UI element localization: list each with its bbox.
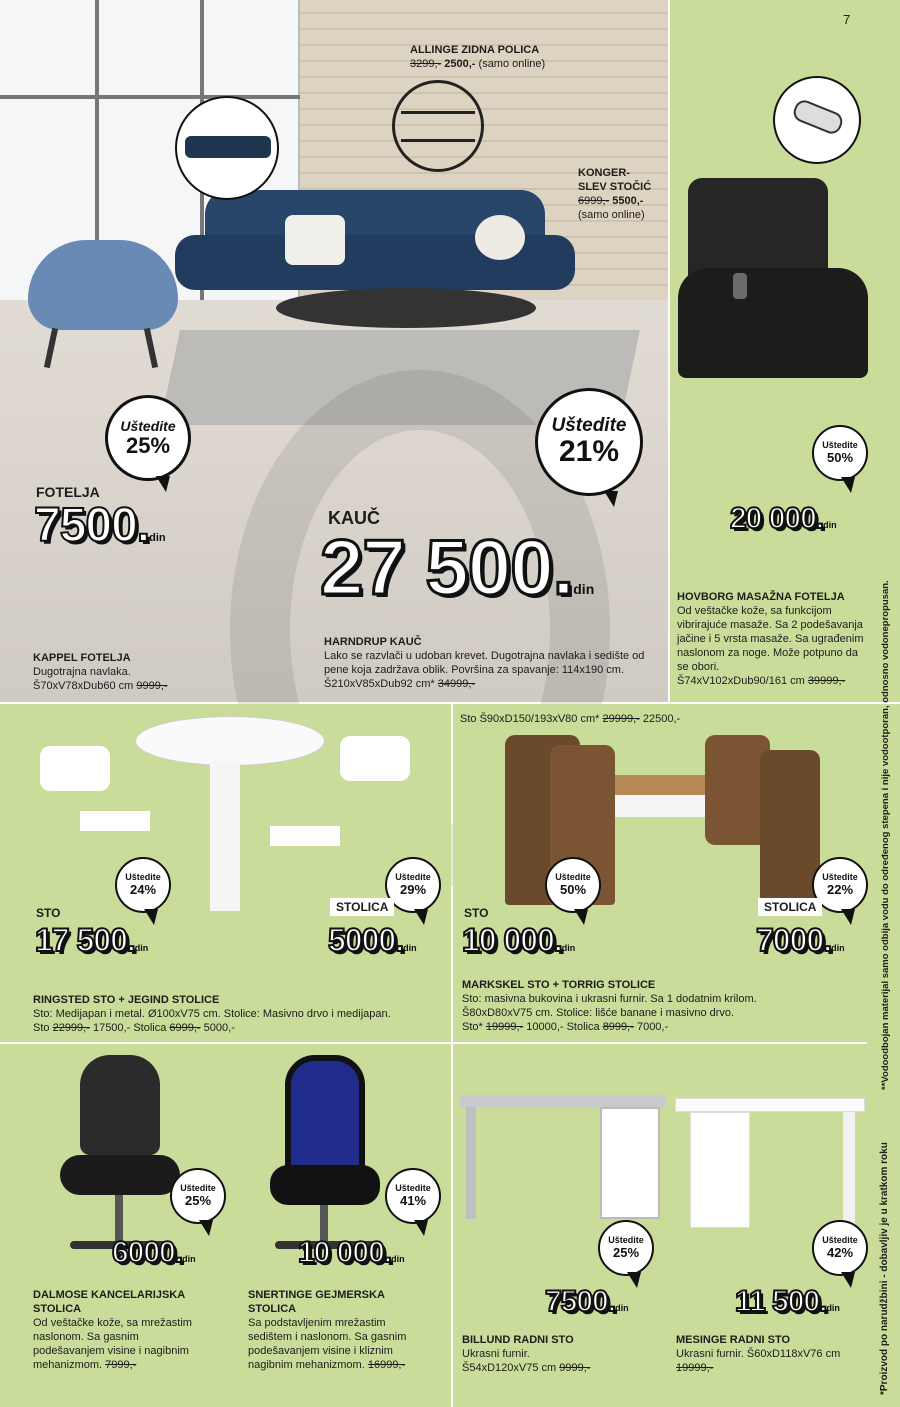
side-table-title-2: SLEV STOČIĆ <box>578 181 652 193</box>
chair-title: KAPPEL FOTELJA <box>33 652 131 664</box>
page-number: 7 <box>843 12 851 27</box>
wall-shelf-image <box>392 80 484 172</box>
chair-dims: Š70xV78xDub60 cm <box>33 680 134 692</box>
gaming-chair-image <box>270 1055 400 1265</box>
ringsted-table-label: STO <box>36 906 61 920</box>
markskel-table-label: STO <box>464 906 489 920</box>
shelf-new-price: 2500,- <box>444 58 476 70</box>
snertinge-price: 10 000.din <box>298 1236 405 1269</box>
dalmose-old-price: 7999,- <box>105 1359 137 1371</box>
markskel-desc: Sto: masivna bukovina i ukrasni furnir. Sa 1 dodatnim krilom. Š80xD80xV75 cm. Stolice: lišće banane i masivno drvo. <box>462 993 757 1019</box>
snertinge-title-2: STOLICA <box>248 1303 297 1315</box>
mesinge-old-price: 19999,- <box>676 1362 714 1374</box>
recliner-price: 20 000.din <box>730 502 837 535</box>
billund-desk-image <box>460 1095 665 1225</box>
office-chair-image <box>60 1055 190 1265</box>
shelf-note: (samo online) <box>478 58 546 70</box>
chair-price: 7500.din <box>34 499 166 552</box>
sofa-dims: Š210xV85xDub92 cm* <box>324 678 435 690</box>
shelf-title: ALLINGE ZIDNA POLICA <box>410 44 540 56</box>
mesinge-info <box>676 1333 856 1375</box>
dalmose-title-1: DALMOSE KANCELARIJSKA <box>33 1289 186 1301</box>
markskel-chair-label: STOLICA <box>758 898 822 916</box>
sofa-label: KAUČ <box>328 508 380 528</box>
savings-badge-billund: Uštedite 25% <box>598 1220 654 1276</box>
ringsted-chair-label: STOLICA <box>330 898 394 916</box>
ringsted-info: RINGSTED STO + JEGIND STOLICE Sto: Medijapan i metal. Ø100xV75 cm. Stolice: Masivno drvo i medijapan. Sto 22999,- 17500,- Stolica 6999,- 5000,- <box>33 993 443 1035</box>
savings-badge-dalmose: Uštedite 25% <box>170 1168 226 1224</box>
markskel-info: MARKSKEL STO + TORRIG STOLICE Sto: masivna bukovina i ukrasni furnir. Sa 1 dodatnim krilom. Š80xD80xV75 cm. Stolice: lišće banane i masivno drvo. Sto* 19999,- 10000,- Stolica 8999,- 7000,- <box>462 978 797 1034</box>
recliner-old-price: 39999,- <box>807 675 846 687</box>
mesinge-desc: Ukrasni furnir. Š60xD118xV76 cm <box>676 1348 841 1360</box>
snertinge-old-price: 16999,- <box>367 1359 406 1371</box>
shelf-old-price: 3299,- <box>410 58 442 70</box>
sofa-info <box>324 635 656 691</box>
savings-badge-chair: Uštedite 25% <box>105 395 191 481</box>
recliner-desc: Od veštačke kože, sa funkcijom vibrirajuće masaže. Sa 2 podešavanja jačine i 5 vrsta masaže. Sa ugrađenim naslonom za noge. Može potpuno da se obori. <box>677 605 864 673</box>
dalmose-info <box>33 1288 203 1372</box>
dalmose-desc: Od veštačke kože, sa mrežastim naslonom. Sa gasnim podešavanjem visine i nagibnim mehanizmom. <box>33 1317 192 1371</box>
billund-old-price: 9999,- <box>559 1362 591 1374</box>
billund-dims: Š54xD120xV75 cm <box>462 1362 557 1374</box>
side-table-new-price: 5500,- <box>612 195 644 207</box>
savings-badge-ringsted-table: Uštedite 24% <box>115 857 171 913</box>
markskel-title: MARKSKEL STO + TORRIG STOLICE <box>462 979 656 991</box>
ringsted-table-price: 17 500.din <box>35 922 149 958</box>
sofa-old-price: 34999,- <box>437 678 476 690</box>
ringsted-chair-price: 5000.din <box>328 922 417 958</box>
savings-badge-sofa: Uštedite 21% <box>535 388 643 496</box>
side-note-2: **Vodoodbojan materijal samo odbija vodu do određenog stepena i nije vodootporan, odnosno vodonepropusan. <box>880 580 891 1090</box>
markskel-top-line: Sto Š90xD150/193xV80 cm* 29999,- 22500,- <box>460 713 681 725</box>
savings-badge-ringsted-chair: Uštedite 29% <box>385 857 441 913</box>
armchair-image <box>28 240 178 370</box>
ringsted-set-image <box>40 716 420 916</box>
billund-price: 7500.din <box>545 1285 629 1318</box>
shelf-info <box>410 43 545 71</box>
dalmose-title-2: STOLICA <box>33 1303 82 1315</box>
dalmose-price: 6000.din <box>112 1236 196 1269</box>
chair-old-price: 9999,- <box>136 680 168 692</box>
savings-badge-recliner: Uštedite 50% <box>812 425 868 481</box>
sofa-title: HARNDRUP KAUČ <box>324 636 422 648</box>
ringsted-title: RINGSTED STO + JEGIND STOLICE <box>33 994 220 1006</box>
recliner-info <box>677 590 867 688</box>
chair-info <box>33 651 253 693</box>
savings-badge-markskel-table: Uštedite 50% <box>545 857 601 913</box>
markskel-table-price: 10 000.din <box>462 922 576 958</box>
coffee-table-image <box>276 288 536 328</box>
recliner-title: HOVBORG MASAŽNA FOTELJA <box>677 591 845 603</box>
billund-title: BILLUND RADNI STO <box>462 1334 574 1346</box>
chair-label: FOTELJA <box>36 484 100 500</box>
side-table-info <box>578 166 651 222</box>
side-table-old-price: 6999,- <box>578 195 610 207</box>
savings-badge-markskel-chair: Uštedite 22% <box>812 857 868 913</box>
sofa-bed-inset <box>175 96 279 200</box>
snertinge-info <box>248 1288 423 1372</box>
side-table-title-1: KONGER- <box>578 167 630 179</box>
snertinge-desc: Sa podstavljenim mrežastim sedištem i naslonom. Sa gasnim podešavanjem visine i kliznim nagibnim mehanizmom. <box>248 1317 407 1371</box>
side-note-1: *Proizvod po narudžbini - dobavljiv je u kratkom roku <box>879 1142 890 1395</box>
recliner-image <box>678 178 868 408</box>
mesinge-desk-image <box>675 1098 865 1230</box>
mesinge-price: 11 500.din <box>735 1285 840 1318</box>
side-table-note: (samo online) <box>578 209 645 221</box>
mesinge-title: MESINGE RADNI STO <box>676 1334 791 1346</box>
savings-badge-mesinge: Uštedite 42% <box>812 1220 868 1276</box>
snertinge-title-1: SNERTINGE GEJMERSKA <box>248 1289 385 1301</box>
savings-badge-snertinge: Uštedite 41% <box>385 1168 441 1224</box>
billund-info <box>462 1333 642 1375</box>
recliner-dims: Š74xV102xDub90/161 cm <box>677 675 805 687</box>
sofa-price: 27 500.din <box>320 523 595 611</box>
sofa-desc: Lako se razvlači u udoban krevet. Dugotrajna navlaka i sedište od pene koja zadržava oblik. Površina za spavanje: 114x190 cm. <box>324 650 645 676</box>
markskel-chair-price: 7000.din <box>756 922 845 958</box>
chair-desc: Dugotrajna navlaka. <box>33 666 131 678</box>
billund-desc: Ukrasni furnir. <box>462 1348 530 1360</box>
ringsted-desc: Sto: Medijapan i metal. Ø100xV75 cm. Stolice: Masivno drvo i medijapan. <box>33 1008 391 1020</box>
remote-inset <box>773 76 861 164</box>
